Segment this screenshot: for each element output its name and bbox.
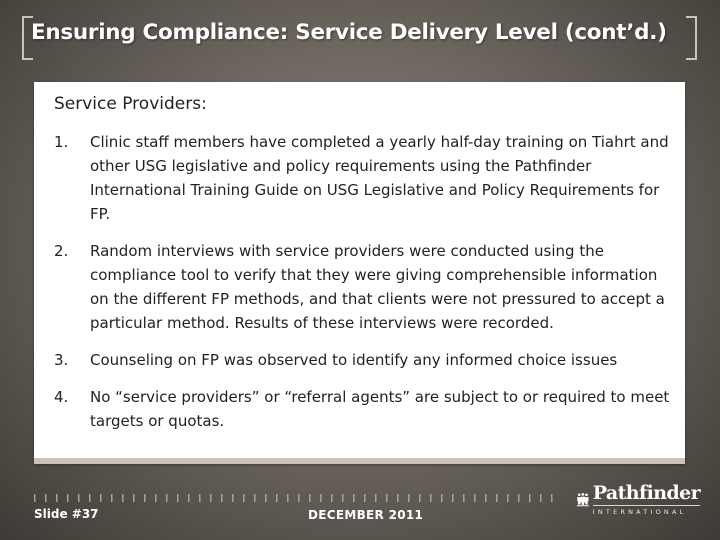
slide-title: Ensuring Compliance: Service Delivery Level (cont’d.) bbox=[31, 20, 667, 45]
footer-date: DECEMBER 2011 bbox=[308, 508, 424, 522]
slide-number: Slide #37 bbox=[34, 507, 99, 521]
list-item bbox=[54, 130, 671, 226]
logo-name: Pathfinder bbox=[592, 482, 700, 504]
pathfinder-logo-icon bbox=[576, 482, 590, 518]
footer-tick-ruler bbox=[34, 494, 554, 502]
list-item-number: 3. bbox=[54, 351, 69, 369]
list-item bbox=[54, 348, 671, 372]
list-item bbox=[54, 239, 671, 335]
list-item-number: 1. bbox=[54, 133, 69, 151]
list-item-text: Random interviews with service providers were conducted using the compliance tool to verify that they were giving comprehensible information on the different FP methods, and that clients were not pressured to accept a particular method. Results of these interviews were recorded. bbox=[90, 242, 665, 332]
list-item-number: 4. bbox=[54, 388, 69, 406]
list-item-text: Counseling on FP was observed to identify any informed choice issues bbox=[90, 351, 618, 369]
list-item-text: No “service providers” or “referral agents” are subject to or required to meet targets or quotas. bbox=[90, 388, 670, 430]
list-item-text: Clinic staff members have completed a yearly half-day training on Tiahrt and other USG legislative and policy requirements using the Pathfinder International Training Guide on USG Legislative and Policy Requirements for FP. bbox=[90, 133, 669, 223]
list-item-number: 2. bbox=[54, 242, 69, 260]
content-panel bbox=[34, 82, 685, 464]
list-item bbox=[54, 385, 671, 433]
pathfinder-logo bbox=[576, 482, 700, 522]
logo-subtitle: INTERNATIONAL bbox=[593, 505, 700, 516]
section-heading: Service Providers: bbox=[54, 94, 207, 114]
